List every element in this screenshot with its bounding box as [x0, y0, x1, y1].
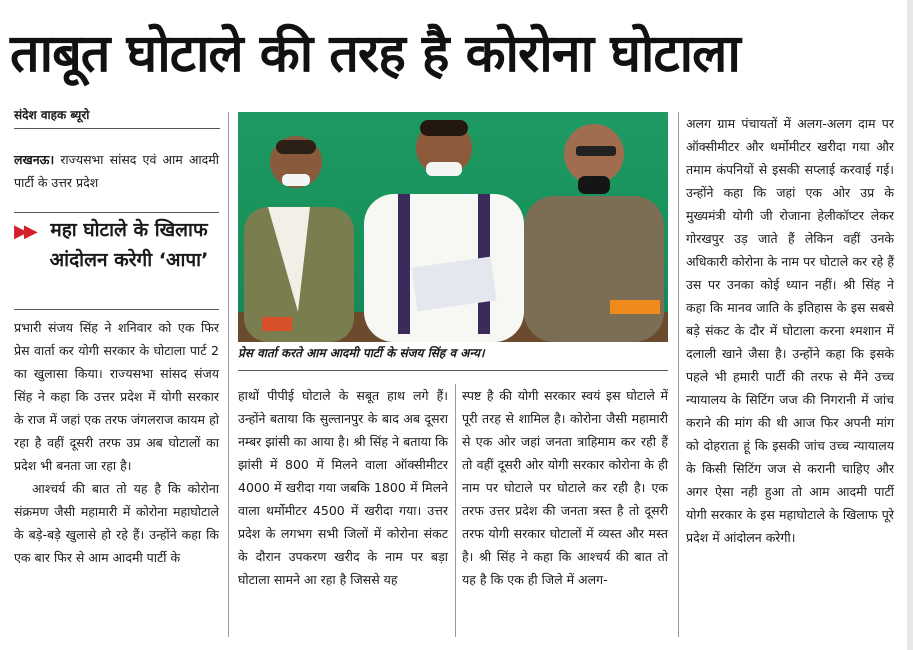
- paragraph: प्रभारी संजय सिंह ने शनिवार को एक फिर प्रेस वार्ता कर योगी सरकार के घोटाला पार्ट 2 का खुलासा किया। राज्यसभा सांसद संजय सिंह ने कहा कि उत्तर प्रदेश में योगी सरकार के राज में जहां एक तरफ जंगलराज कायम हो रहा है वहीं दूसरी तरफ उप्र अब घोटालों का प्रदेश भी बनता जा रहा है।: [14, 320, 219, 473]
- paragraph: स्पष्ट है की योगी सरकार स्वयं इस घोटाले में पूरी तरह से शामिल है। कोरोना जैसी महामारी से एक ओर जहां जनता त्राहिमाम कर रही हैं तो वहीं दूसरी ओर योगी सरकार कोरोना के ही नाम पर घोटाले पर घोटाले कर रही है। एक तरफ उत्तर प्रदेश की जनता त्रस्त है तो दूसरी तरफ योगी सरकार घोटालों में व्यस्त और मस्त है। श्री सिंह ने कहा कि आश्चर्य की बात तो यह है कि एक ही जिले में अलग-: [462, 388, 668, 587]
- column-2: [238, 384, 448, 591]
- subheading: महा घोटाले के खिलाफ आंदोलन करेगी ‘आपा’: [49, 219, 209, 271]
- double-arrow-icon: ▶▶: [14, 221, 34, 242]
- photo-caption: प्रेस वार्ता करते आम आदमी पार्टी के संजय सिंह व अन्य।: [238, 344, 668, 371]
- column-1-body: [14, 316, 219, 569]
- paragraph: हाथों पीपीई घोटाले के सबूत हाथ लगे हैं। उन्होंने बताया कि सुल्तानपुर के बाद अब दूसरा नम्बर झांसी का आया है। श्री सिंह ने बताया कि झांसी में 800 में मिलने वाला ऑक्सीमीटर 4000 में खरीदा गया जबकि 1800 में मिलने वाला थर्मोमीटर 4500 में खरीदा गया। उत्तर प्रदेश के लगभग सभी जिलों में कोरोना संकट के दौरान उपकरण खरीद के नाम पर बड़ा घोटाला सामने आ रहा है जिससे यह: [238, 388, 448, 587]
- person-right: [524, 124, 664, 342]
- lead-paragraph: [14, 148, 219, 194]
- photo-illustration: [238, 112, 668, 342]
- paragraph: आश्चर्य की बात तो यह है कि कोरोना संक्रमण जैसी महामारी में कोरोना महाघोटाले के बड़े-बड़े खुलासे हो रहे हैं। उन्होंने कहा कि एक बार फिर से आम आदमी पार्टी के: [14, 481, 219, 565]
- column-divider: [228, 112, 229, 637]
- byline: संदेश वाहक ब्यूरो: [14, 106, 220, 129]
- column-divider: [678, 112, 679, 637]
- column-divider: [455, 384, 456, 637]
- scan-edge: [907, 0, 913, 650]
- column-1-top: [14, 148, 219, 194]
- column-4: [686, 112, 894, 549]
- press-conference-photo: [238, 112, 668, 342]
- lead-text: राज्यसभा सांसद एवं आम आदमी पार्टी के उत्तर प्रदेश: [14, 152, 219, 190]
- headline: ताबूत घोटाले की तरह है कोरोना घोटाला: [10, 24, 740, 84]
- person-left: [244, 136, 354, 342]
- subheading-box: [14, 212, 219, 310]
- paragraph: अलग ग्राम पंचायतों में अलग-अलग दाम पर ऑक्सीमीटर और थर्मोमीटर खरीदा गया और तमाम कंपनियों से इसकी सप्लाई करवाई गई। उन्होंने कहा कि जहां एक ओर उप्र के मुख्यमंत्री योगी जी रोजाना हेलीकॉप्टर लेकर गोरखपुर उड़ जाते हैं लेकिन वहीं उनके अधिकारी कोरोना के नाम पर घोटाले कर रहे हैं उस पर उनका कोई ध्यान नहीं। श्री सिंह ने कहा कि मानव जाति के इतिहास के इस सबसे बड़े संकट के दौर में घोटाला करना श्मशान में दलाली खाने जैसा है। उन्होंने कहा कि इसके पहले भी हमारी पार्टी की तरफ से मैंने उच्च न्यायालय के सिटिंग जज की निगरानी में जांच कराने की मांग की थी आज फिर अपनी मांग को दोहराता हूं कि इसकी जांच उच्च न्यायालय के किसी सिटिंग जज से करानी चाहिए और अगर ऐसा नही हुआ तो आम आदमी पार्टी योगी सरकार के इस महाघोटाले के खिलाफ पूरे प्रदेश में आंदोलन करेगी।: [686, 116, 894, 545]
- column-3: [462, 384, 668, 591]
- dateline: लखनऊ।: [14, 152, 55, 167]
- person-centre: [364, 120, 524, 342]
